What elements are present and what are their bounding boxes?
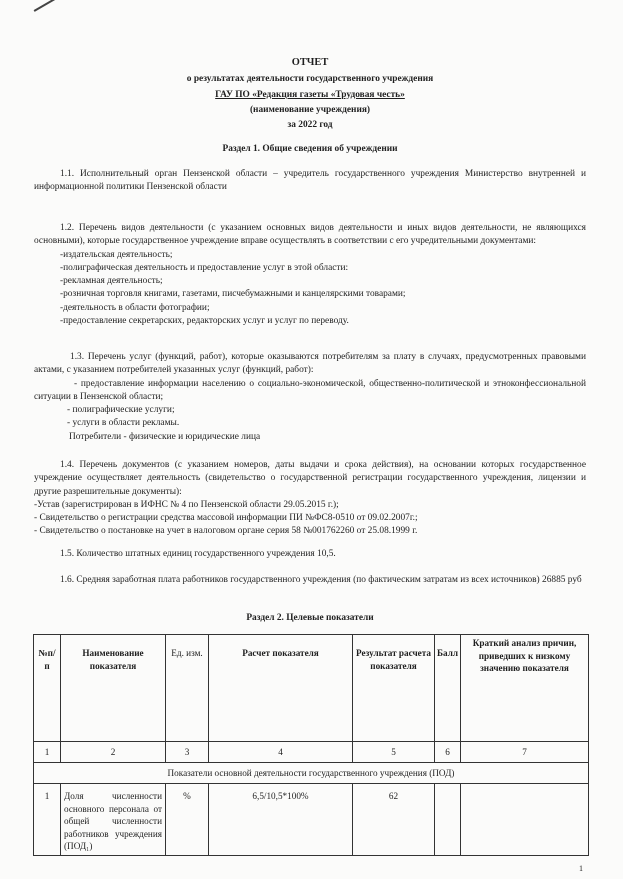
organization-note: (наименование учреждения)	[249, 105, 371, 115]
list-item: -предоставление секретарских, редакторских услуг и услуг по переводу.	[60, 316, 349, 327]
indicator-unit: %	[166, 784, 209, 856]
column-number: 2	[61, 742, 166, 763]
indicator-score	[435, 784, 461, 856]
column-header: №п/п	[34, 635, 61, 742]
list-item: -издательская деятельность;	[60, 249, 173, 260]
table-section-row	[34, 763, 589, 784]
column-header: Наименование показателя	[61, 635, 166, 742]
column-header: Результат расчета показателя	[353, 635, 435, 742]
paragraph-1-3-intro: 1.3. Перечень услуг (функций, работ), которые оказываются потребителям за плату в случаях, предусмотренных правовыми актами, с указанием потребителей указанных услуг (функций, работ):	[34, 352, 586, 376]
column-number: 5	[353, 742, 435, 763]
paragraph-1-4	[34, 459, 586, 539]
list-item: - Свидетельство о постановке на учет в налоговом органе серия 58 №001762260 от 25.08.1999 г.	[34, 526, 418, 537]
target-indicators-table	[33, 634, 589, 856]
indicator-result: 62	[353, 784, 435, 856]
list-item: -розничная торговля книгами, газетами, писчебумажными и канцелярскими товарами;	[60, 289, 406, 300]
list-item: -полиграфическая деятельность и предоставление услуг в этой области:	[60, 262, 349, 273]
activity-list	[34, 249, 586, 329]
report-subtitle: о результатах деятельности государственного учреждения	[186, 74, 434, 84]
column-number: 4	[209, 742, 353, 763]
indicator-analysis	[461, 784, 589, 856]
section2-title: Раздел 2. Целевые показатели	[246, 613, 374, 623]
paragraph-1-2-intro: 1.2. Перечень видов деятельности (с указанием основных видов деятельности и иных видов деятельности, не являющихся основными), которые государственное учреждение вправе осуществлять в соответствии с его учредительными документами:	[34, 223, 586, 247]
section-row-label: Показатели основной деятельности государственного учреждения (ПОД)	[34, 763, 589, 784]
scan-mark	[34, 0, 56, 11]
column-number-row	[34, 742, 589, 763]
paragraph-1-4-intro: 1.4. Перечень документов (с указанием номеров, даты выдачи и срока действия), на основании которых государственное учреждение осуществляет деятельность (свидетельство о государственной регистрации государственного учреждения, лицензии и другие разрешительные документы):	[34, 460, 586, 497]
indicator-name: Доля численности основного персонала от общей численности работников учреждения (ПОД₁)	[61, 784, 166, 856]
section1-title: Раздел 1. Общие сведения об учреждении	[222, 144, 398, 154]
paragraph-1-6: 1.6. Средняя заработная плата работников государственного учреждения (по фактическим затратам из всех источников) 26885 руб	[60, 575, 582, 585]
list-item: - предоставление информации населению о социально-экономической, общественно-политической и этноконфессиональной ситуации в Пензенской области;	[34, 378, 586, 402]
paragraph-1-3	[34, 351, 586, 444]
column-header: Расчет показателя	[209, 635, 353, 742]
list-item: - Свидетельство о регистрации средства массовой информации ПИ №ФС8-0510 от 09.02.2007г.;	[34, 513, 418, 524]
indicator-calc: 6,5/10,5*100%	[209, 784, 353, 856]
column-header: Балл	[435, 635, 461, 742]
organization-name: ГАУ ПО «Редакция газеты «Трудовая честь»	[215, 90, 405, 100]
column-header: Краткий анализ причин, приведших к низкому значению показателя	[461, 635, 589, 742]
column-number: 3	[166, 742, 209, 763]
report-year: за 2022 год	[287, 120, 333, 130]
list-item: -рекламная деятельность;	[60, 276, 163, 287]
paragraph-1-1: 1.1. Исполнительный орган Пензенской области – учредитель государственного учреждения Министерство внутренней и информационной политики Пензенской области	[34, 169, 586, 193]
column-header: Ед. изм.	[166, 635, 209, 742]
column-number: 1	[34, 742, 61, 763]
consumers-note: Потребители - физические и юридические лица	[69, 431, 261, 442]
page-number: 1	[579, 864, 583, 873]
table-row	[34, 784, 589, 856]
paragraph-1-5: 1.5. Количество штатных единиц государственного учреждения 10,5.	[60, 549, 336, 559]
report-title: ОТЧЕТ	[291, 57, 329, 68]
list-item: -Устав (зарегистрирован в ИФНС № 4 по Пензенской области 29.05.2015 г.);	[34, 499, 339, 510]
column-number: 6	[435, 742, 461, 763]
table-header-row	[34, 635, 589, 742]
list-item: - услуги в области рекламы.	[67, 418, 180, 429]
column-number: 7	[461, 742, 589, 763]
list-item: -деятельность в области фотографии;	[60, 302, 210, 313]
paragraph-1-2	[34, 222, 586, 328]
row-number: 1	[34, 784, 61, 856]
list-item: - полиграфические услуги;	[67, 405, 175, 416]
